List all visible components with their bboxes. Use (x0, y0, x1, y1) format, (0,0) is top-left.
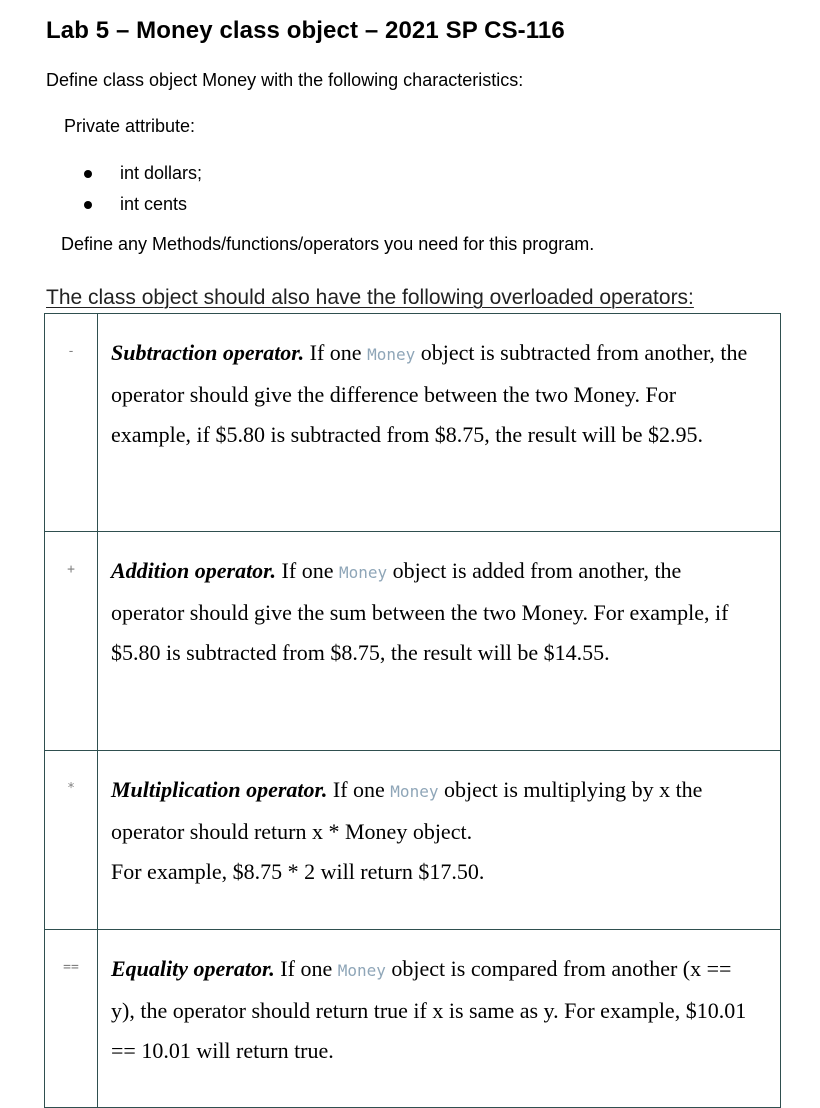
table-row (45, 751, 781, 930)
operator-text-after: object is added from another, the operator should give the sum between the two Money. For example, if $5.80 is subtracted from $8.75, the result will be $14.55. (111, 558, 729, 665)
operator-text-after: object is multiplying by x the operator should return x * Money object. (111, 777, 703, 844)
operator-name: Multiplication operator. (111, 777, 328, 802)
overload-heading: The class object should also have the following overloaded operators: (46, 286, 694, 309)
attribute-cents: int cents (120, 194, 188, 214)
bullet-icon (84, 170, 92, 178)
operator-description (98, 532, 781, 751)
operator-text-after: object is subtracted from another, the operator should give the difference between the two Money. For example, if $5.80 is subtracted from $8.75, the result will be $2.95. (111, 340, 748, 447)
operator-text-after: object is compared from another (x == y), the operator should return true if x is same as y. For example, $10.01 == 10.01 will return true. (111, 956, 747, 1063)
operator-symbol: * (45, 751, 98, 930)
methods-note: Define any Methods/functions/operators you need for this program. (61, 234, 595, 254)
private-attribute-label: Private attribute: (64, 116, 196, 136)
operator-text-before: If one (304, 340, 368, 365)
operators-table (44, 313, 781, 1108)
operator-symbol: + (45, 532, 98, 751)
intro-text: Define class object Money with the following characteristics: (46, 70, 524, 90)
operator-name: Addition operator. (111, 558, 277, 583)
operator-symbol: == (45, 930, 98, 1108)
table-row (45, 930, 781, 1108)
table-row (45, 532, 781, 751)
operator-text-before: If one (274, 956, 338, 981)
code-keyword: Money (367, 345, 416, 364)
code-keyword: Money (338, 563, 388, 582)
page-title: Lab 5 – Money class object – 2021 SP CS-116 (46, 17, 565, 44)
operator-example: For example, $8.75 * 2 will return $17.50. (111, 859, 485, 884)
bullet-icon (84, 201, 92, 209)
list-item (84, 158, 202, 189)
operator-name: Subtraction operator. (111, 340, 305, 365)
code-keyword: Money (337, 961, 386, 980)
operator-name: Equality operator. (111, 956, 275, 981)
operator-description (98, 314, 781, 532)
operator-text-before: If one (276, 558, 339, 583)
table-row (45, 314, 781, 532)
code-keyword: Money (390, 782, 439, 801)
operator-description (98, 930, 781, 1108)
attribute-dollars: int dollars; (120, 163, 203, 183)
operator-description (98, 751, 781, 930)
list-item (84, 189, 202, 220)
operator-symbol: - (45, 314, 98, 532)
attribute-list (84, 158, 202, 220)
operator-text-before: If one (327, 777, 391, 802)
